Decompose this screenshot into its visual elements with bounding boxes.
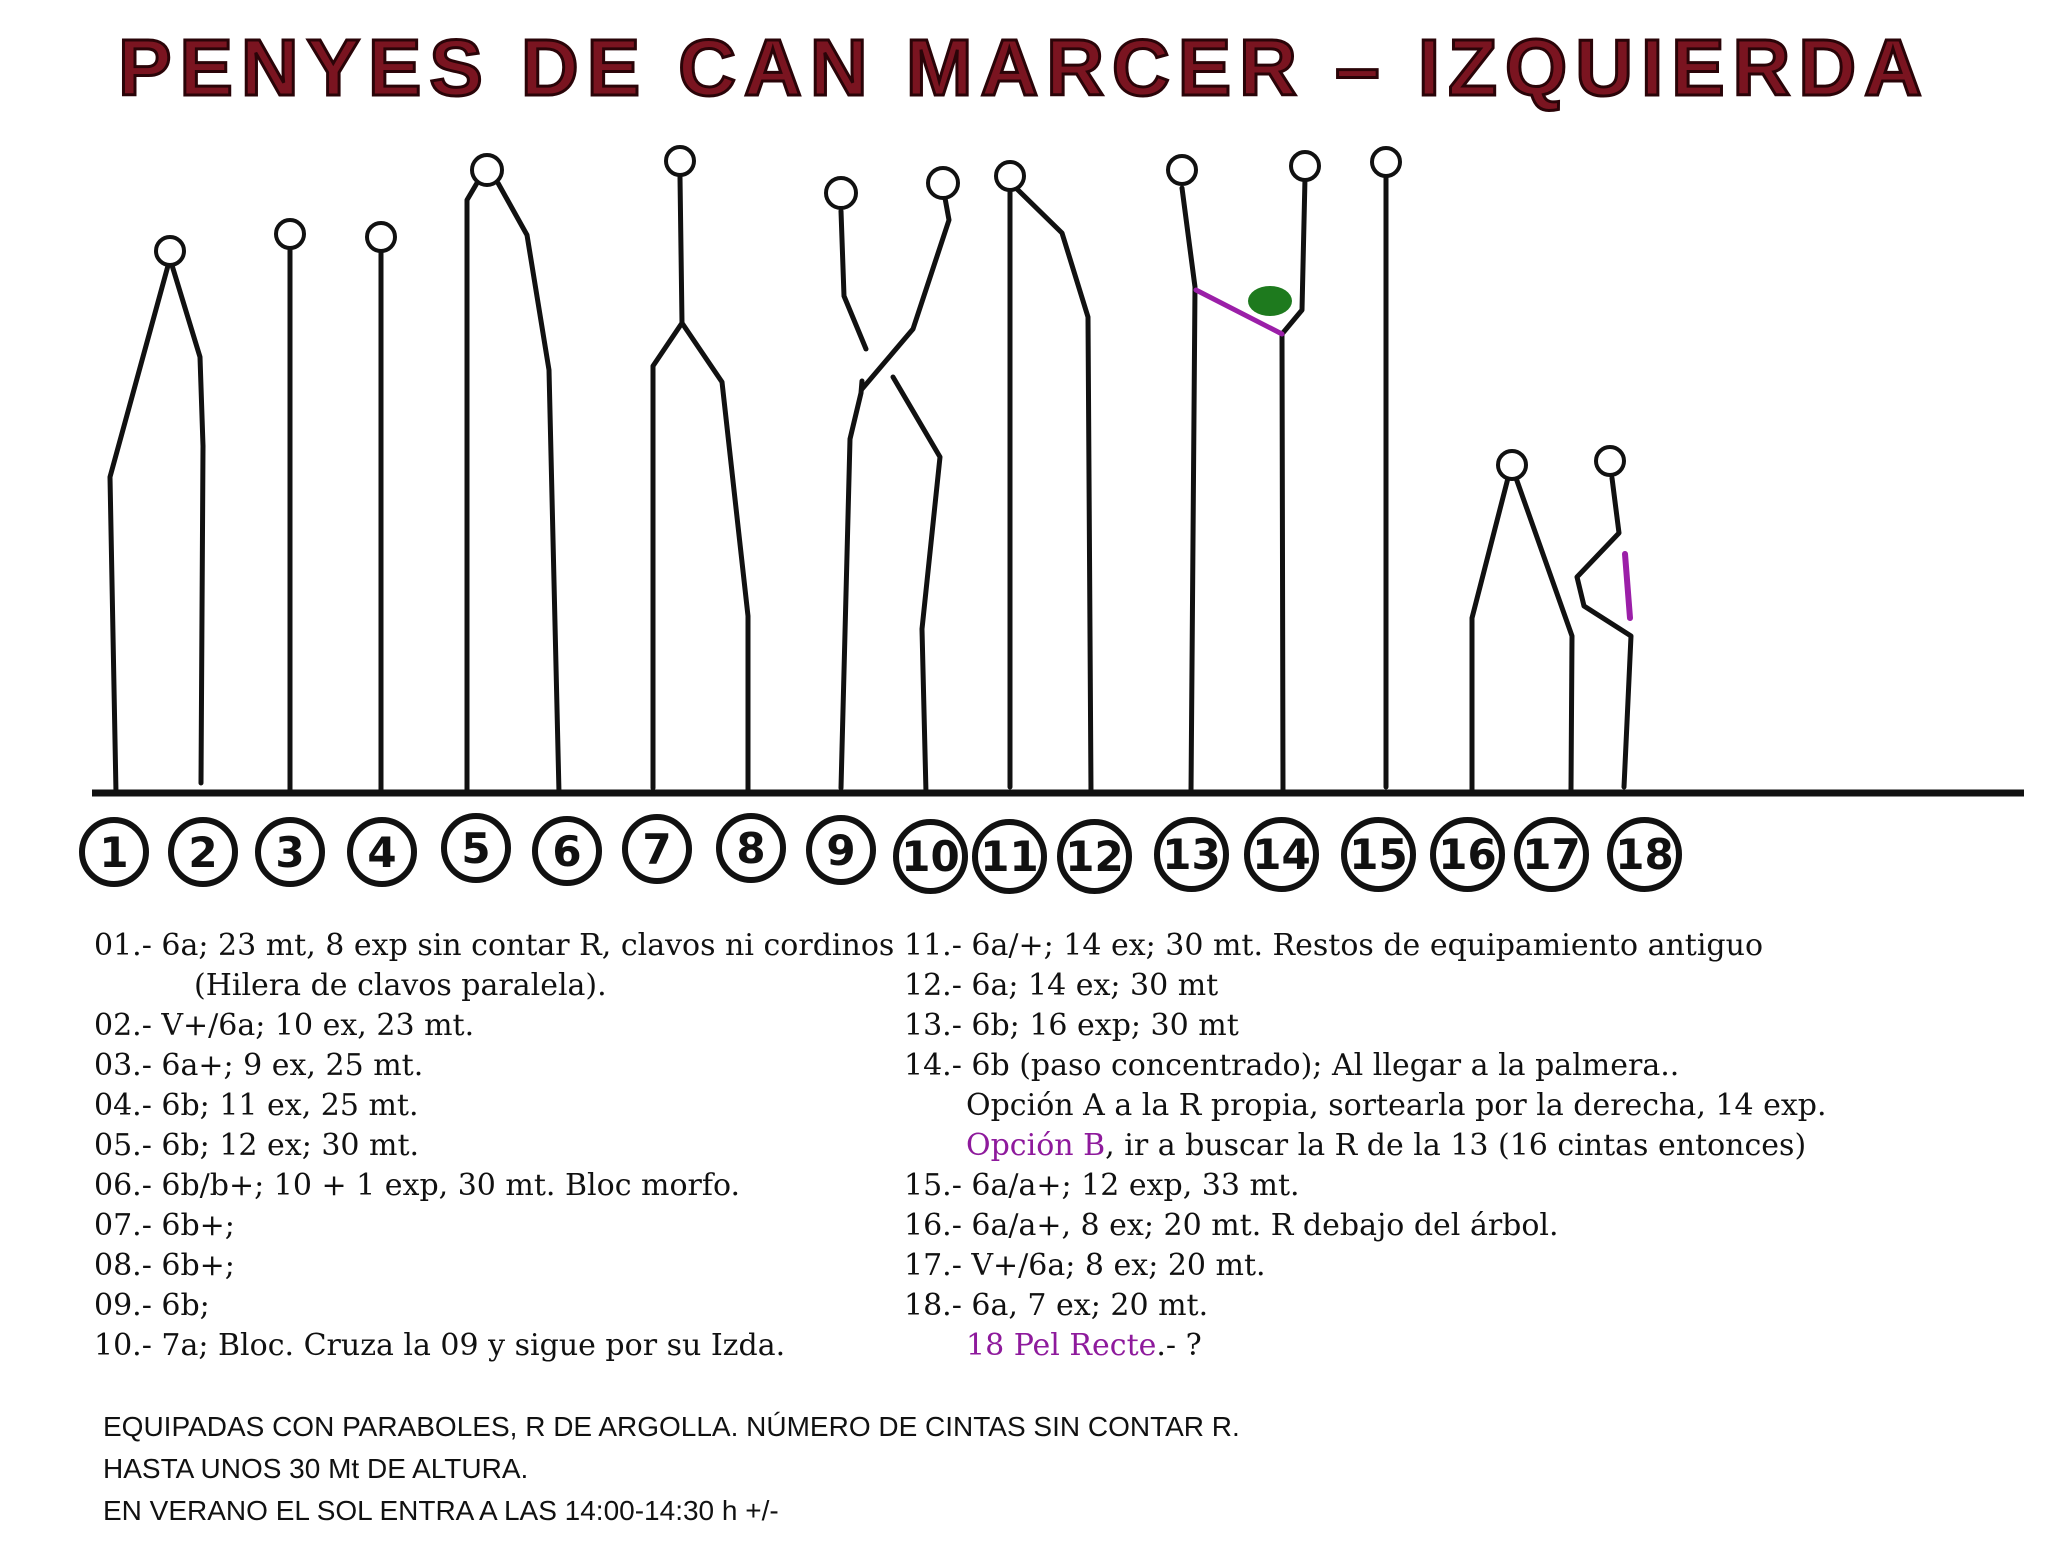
- anchor-15: [1372, 148, 1400, 176]
- anchor-4: [367, 223, 395, 251]
- route-number-7: 7: [622, 814, 692, 884]
- description-13: 13.- 6b; 16 exp; 30 mt: [904, 1008, 1239, 1043]
- route-line-14: [1282, 178, 1305, 793]
- description-14-option-a: Opción A a la R propia, sortearla por la derecha, 14 exp.: [966, 1088, 1827, 1123]
- route-number-13: 13: [1154, 817, 1229, 892]
- route-line-10-upper: [862, 198, 949, 389]
- route-number-14: 14: [1244, 817, 1319, 892]
- route-line-9-upper: [841, 211, 866, 349]
- anchor-11-12: [996, 162, 1024, 190]
- route-number-17: 17: [1514, 817, 1589, 892]
- route-number-11: 11: [972, 819, 1047, 894]
- anchor-9: [826, 178, 856, 208]
- route-number-3: 3: [255, 817, 325, 887]
- description-04: 04.- 6b; 11 ex, 25 mt.: [94, 1088, 419, 1123]
- route-line-8: [682, 323, 748, 793]
- route-line-18: [1577, 478, 1631, 787]
- anchor-16-17: [1498, 451, 1526, 479]
- description-18-variant: [904, 1326, 1827, 1366]
- route-number-9: 9: [806, 815, 876, 885]
- option-b-text: , ir a buscar la R de la 13 (16 cintas entonces): [1105, 1128, 1807, 1163]
- general-notes: [103, 1406, 1240, 1532]
- route-line-6: [498, 183, 559, 793]
- note-equipment: EQUIPADAS CON PARABOLES, R DE ARGOLLA. NÚMERO DE CINTAS SIN CONTAR R.: [103, 1411, 1240, 1442]
- route-number-1: 1: [79, 817, 149, 887]
- description-16: 16.- 6a/a+, 8 ex; 20 mt. R debajo del árbol.: [904, 1208, 1559, 1243]
- route-number-5: 5: [441, 813, 511, 883]
- description-02: 02.- V+/6a; 10 ex, 23 mt.: [94, 1008, 475, 1043]
- route-number-8: 8: [716, 813, 786, 883]
- descriptions-left: [94, 926, 894, 1366]
- route-line-16: [1472, 478, 1508, 790]
- description-18: 18.- 6a, 7 ex; 20 mt.: [904, 1288, 1209, 1323]
- anchor-14: [1291, 152, 1319, 180]
- description-03: 03.- 6a+; 9 ex, 25 mt.: [94, 1048, 424, 1083]
- option-b-label: Opción B: [966, 1128, 1106, 1163]
- note-sun: EN VERANO EL SOL ENTRA A LAS 14:00-14:30 h +/-: [103, 1495, 779, 1526]
- route-number-10: 10: [893, 819, 968, 894]
- description-15: 15.- 6a/a+; 12 exp, 33 mt.: [904, 1168, 1300, 1203]
- route-line-17: [1516, 478, 1572, 790]
- descriptions-right: [904, 926, 1827, 1366]
- description-06: 06.- 6b/b+; 10 + 1 exp, 30 mt. Bloc morfo.: [94, 1168, 741, 1203]
- route-number-12: 12: [1057, 819, 1132, 894]
- anchor-5-6: [472, 155, 502, 185]
- route-line-1: [110, 262, 169, 793]
- route-number-18: 18: [1607, 817, 1682, 892]
- route-line-9: [841, 381, 862, 788]
- description-17: 17.- V+/6a; 8 ex; 20 mt.: [904, 1248, 1266, 1283]
- route-number-6: 6: [532, 816, 602, 886]
- route-number-16: 16: [1430, 817, 1505, 892]
- description-12: 12.- 6a; 14 ex; 30 mt: [904, 968, 1219, 1003]
- description-10: 10.- 7a; Bloc. Cruza la 09 y sigue por su Izda.: [94, 1328, 786, 1363]
- note-height: HASTA UNOS 30 Mt DE ALTURA.: [103, 1453, 529, 1484]
- description-07: 07.- 6b+;: [94, 1208, 235, 1243]
- route-line-7: [653, 177, 682, 788]
- anchor-10: [928, 168, 958, 198]
- route-number-15: 15: [1341, 817, 1416, 892]
- description-14: 14.- 6b (paso concentrado); Al llegar a la palmera..: [904, 1048, 1680, 1083]
- route-line-12: [1016, 188, 1091, 793]
- route-line-13: [1182, 188, 1195, 793]
- page-title: PENYES DE CAN MARCER – IZQUIERDA: [118, 23, 1930, 112]
- anchor-3: [276, 220, 304, 248]
- description-01-note: (Hilera de clavos paralela).: [194, 968, 607, 1003]
- anchor-7: [666, 147, 694, 175]
- description-08: 08.- 6b+;: [94, 1248, 235, 1283]
- variant-18-label: 18 Pel Recte: [966, 1328, 1157, 1363]
- route-number-2: 2: [168, 817, 238, 887]
- route-line-10: [893, 377, 940, 793]
- anchor-1-2: [156, 237, 184, 265]
- description-09: 09.- 6b;: [94, 1288, 210, 1323]
- route-18-variant: [1625, 554, 1630, 618]
- route-line-5: [467, 183, 477, 793]
- description-01: 01.- 6a; 23 mt, 8 exp sin contar R, clavos ni cordinos: [94, 928, 895, 963]
- variant-18-text: .- ?: [1156, 1328, 1202, 1363]
- description-05: 05.- 6b; 12 ex; 30 mt.: [94, 1128, 420, 1163]
- route-number-4: 4: [347, 817, 417, 887]
- anchor-18: [1596, 447, 1624, 475]
- palm-tree-marker: [1248, 286, 1292, 316]
- description-14-option-b: [904, 1126, 1827, 1166]
- description-11: 11.- 6a/+; 14 ex; 30 mt. Restos de equipamiento antiguo: [904, 928, 1764, 963]
- route-line-2: [171, 262, 203, 783]
- anchor-13: [1168, 156, 1196, 184]
